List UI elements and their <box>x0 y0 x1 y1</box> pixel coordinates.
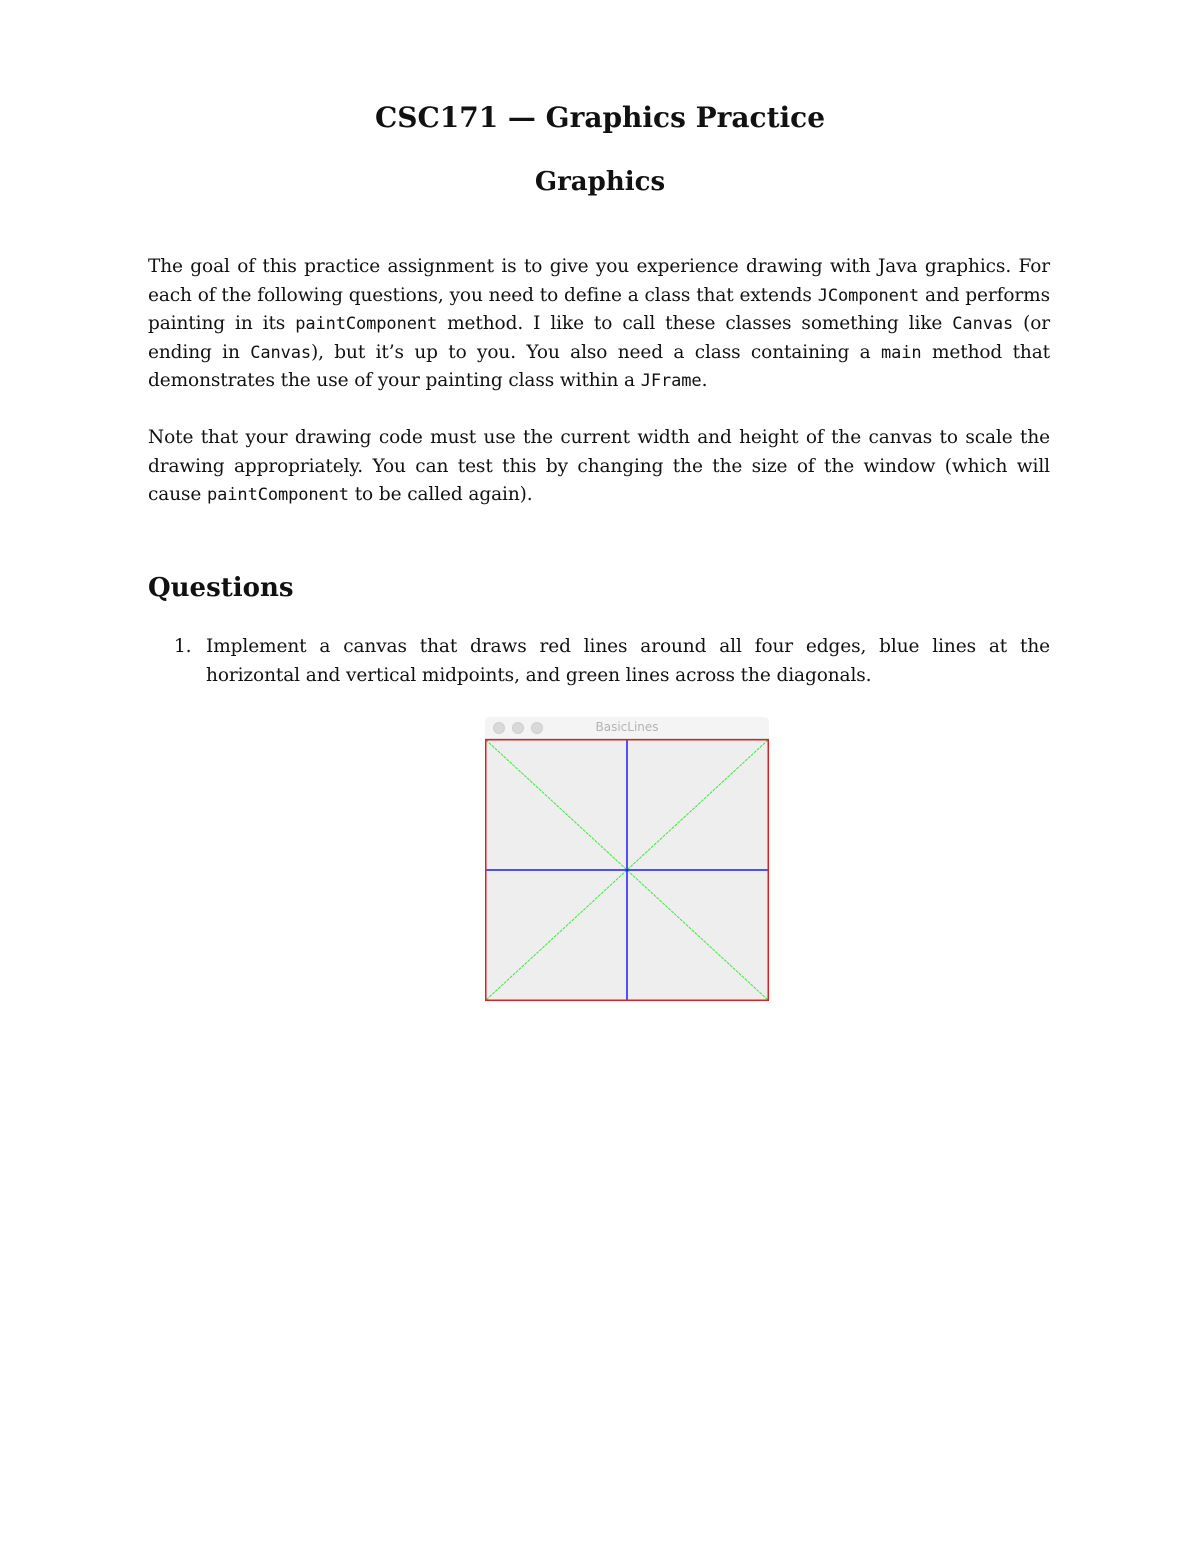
question-item <box>148 633 1050 690</box>
question-list <box>148 633 1050 690</box>
window-title: BasicLines <box>595 720 659 734</box>
intro-paragraph <box>148 253 1050 396</box>
intro-text-5: ), but it’s up to you. You also need a class containing a <box>311 341 882 363</box>
question-text: Implement a canvas that draws red lines around all four edges, blue lines at the horizontal and vertical midpoints, and green lines across the diagonals. <box>206 636 1050 686</box>
note-paragraph <box>148 424 1050 510</box>
drawing-canvas <box>485 739 769 1001</box>
code-paintcomponent: paintComponent <box>295 314 438 334</box>
note-text-2: to be called again). <box>348 484 533 505</box>
code-canvas: Canvas <box>952 314 1014 334</box>
code-canvas-suffix: Canvas <box>250 342 312 363</box>
window-titlebar[interactable] <box>485 717 769 739</box>
intro-text-2: and performs painting in its <box>148 284 1051 334</box>
page-subtitle: Graphics <box>534 167 666 197</box>
question-number: 1. <box>174 636 192 657</box>
intro-text-3: method. I like to call these classes something like <box>437 313 953 334</box>
intro-text-1: The goal of this practice assignment is to give you experience drawing with Java graphics. For each of the following questions, you need to define a class that extends <box>148 256 1050 306</box>
code-jcomponent: JComponent <box>817 285 920 306</box>
note-text-1: Note that your drawing code must use the current width and height of the canvas to scale the drawing appropriately. You can test this by changing the the size of the window (which will cause <box>148 427 1050 505</box>
page-title: CSC171 — Graphics Practice <box>374 101 826 134</box>
intro-text-6: method that demonstrates the use of your painting class within a <box>148 341 1050 391</box>
code-paintcomponent-note: paintComponent <box>207 485 349 505</box>
questions-heading: Questions <box>148 573 294 603</box>
intro-text-4: (or ending in <box>148 313 1051 363</box>
intro-text-7: . <box>701 370 708 391</box>
basiclines-window <box>485 717 769 1001</box>
code-main: main <box>881 342 922 363</box>
code-jframe: JFrame <box>640 371 702 391</box>
